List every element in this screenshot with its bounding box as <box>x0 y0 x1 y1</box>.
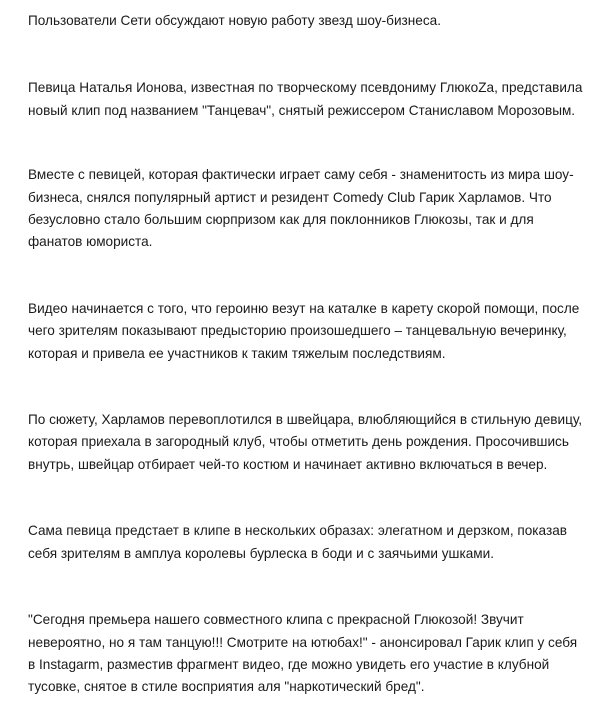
paragraph-singer-images: Сама певица предстает в клипе в нескольких образах: элегатном и дерзком, показав себя зрителям в амплуа королевы бурлеска в боди и с заячьими ушками. <box>28 523 567 561</box>
paragraph-intro: Пользователи Сети обсуждают новую работу звезд шоу-бизнеса. <box>28 13 441 28</box>
paragraph-video-start: Видео начинается с того, что героиню везут на каталке в карету скорой помощи, после чего зрителям показывают предысторию произошедшего – танцевальную вечеринку, которая и привела ее участников к таким тяжелым последствиям. <box>28 300 580 361</box>
paragraph-quote: "Сегодня премьера нашего совместного клипа с прекрасной Глюкозой! Звучит невероятно, но я там танцую!!! Смотрите на ютюбах!" - анонсировал Гарик клип у себя в Instagarm, разместив фрагмент видео, где можно увидеть его участие в клубной тусовке, снятое в стиле восприятия аля "наркотический бред". <box>28 612 578 695</box>
paragraph-clip-announcement: Певица Наталья Ионова, известная по творческому псевдониму ГлюкоZa, представила новый клип под названием "Танцевач", снятый режиссером Станиславом Морозовым. <box>28 80 583 118</box>
paragraph-costar: Вместе с певицей, которая фактически играет саму себя - знаменитость из мира шоу- бизнеса, снялся популярный артист и резидент Comedy Club Гарик Харламов. Что безусловно стало большим сюрпризом как для поклонников Глюкозы, так и для фанатов юмориста. <box>28 167 574 250</box>
paragraph-plot: По сюжету, Харламов перевоплотился в швейцара, влюбляющийся в стильную девицу, которая приехала в загородный клуб, чтобы отметить день рождения. Просочившись внутрь, швейцар отбирает чей-то костюм и начинает активно включаться в вечер. <box>28 412 583 472</box>
